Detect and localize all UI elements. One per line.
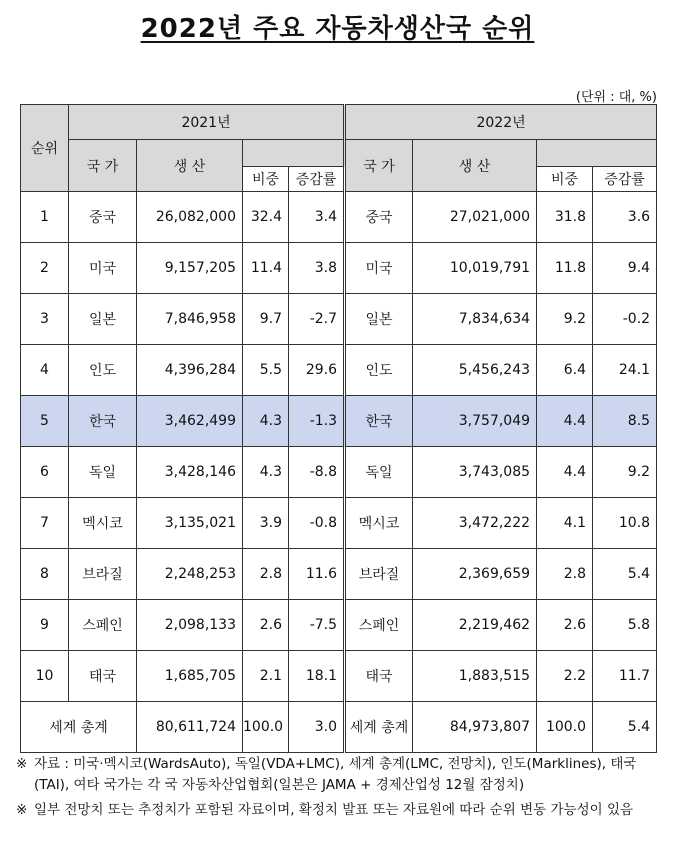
country-2022-cell: 독일 xyxy=(345,447,413,498)
production-2022-cell: 7,834,634 xyxy=(413,294,537,345)
country-2021-cell: 중국 xyxy=(69,192,137,243)
share-2022-cell: 11.8 xyxy=(537,243,593,294)
header-country-2022: 국 가 xyxy=(345,140,413,192)
production-ranking-table xyxy=(20,104,657,753)
rank-cell: 7 xyxy=(21,498,69,549)
table-row xyxy=(21,498,657,549)
growth-2022-cell: 3.6 xyxy=(593,192,657,243)
table-row xyxy=(21,600,657,651)
rank-cell: 10 xyxy=(21,651,69,702)
table-row xyxy=(21,345,657,396)
country-2022-cell: 미국 xyxy=(345,243,413,294)
production-2021-cell: 9,157,205 xyxy=(137,243,243,294)
production-2022-cell: 1,883,515 xyxy=(413,651,537,702)
production-2021-cell: 1,685,705 xyxy=(137,651,243,702)
rank-cell: 5 xyxy=(21,396,69,447)
production-2021-cell: 7,846,958 xyxy=(137,294,243,345)
country-2021-cell: 일본 xyxy=(69,294,137,345)
table-row xyxy=(21,243,657,294)
production-2021-cell: 2,098,133 xyxy=(137,600,243,651)
header-growth-2022: 증감률 xyxy=(593,167,657,192)
rank-cell: 9 xyxy=(21,600,69,651)
share-2022-cell: 4.1 xyxy=(537,498,593,549)
growth-2021-cell: -7.5 xyxy=(289,600,345,651)
note-mark: ※ xyxy=(16,756,28,772)
total-label-2021: 세계 총계 xyxy=(21,702,137,753)
production-2022-cell: 27,021,000 xyxy=(413,192,537,243)
table-row xyxy=(21,549,657,600)
share-2022-cell: 2.2 xyxy=(537,651,593,702)
country-2022-cell: 중국 xyxy=(345,192,413,243)
growth-2022-cell: 5.4 xyxy=(593,549,657,600)
share-2021-cell: 11.4 xyxy=(243,243,289,294)
header-share-2022: 비중 xyxy=(537,167,593,192)
growth-2022-cell: 9.4 xyxy=(593,243,657,294)
country-2021-cell: 멕시코 xyxy=(69,498,137,549)
production-2021-cell: 4,396,284 xyxy=(137,345,243,396)
growth-2022-cell: 10.8 xyxy=(593,498,657,549)
header-blank-2022 xyxy=(537,140,657,167)
share-2022-cell: 2.8 xyxy=(537,549,593,600)
table-row xyxy=(21,447,657,498)
header-2021: 2021년 xyxy=(69,105,345,140)
growth-2022-cell: 8.5 xyxy=(593,396,657,447)
total-share-2021: 100.0 xyxy=(243,702,289,753)
production-2021-cell: 3,428,146 xyxy=(137,447,243,498)
production-2022-cell: 2,219,462 xyxy=(413,600,537,651)
growth-2021-cell: 11.6 xyxy=(289,549,345,600)
country-2021-cell: 인도 xyxy=(69,345,137,396)
share-2022-cell: 6.4 xyxy=(537,345,593,396)
production-2021-cell: 3,135,021 xyxy=(137,498,243,549)
country-2021-cell: 한국 xyxy=(69,396,137,447)
production-2021-cell: 26,082,000 xyxy=(137,192,243,243)
production-2021-cell: 2,248,253 xyxy=(137,549,243,600)
rank-cell: 2 xyxy=(21,243,69,294)
country-2022-cell: 한국 xyxy=(345,396,413,447)
production-2022-cell: 3,743,085 xyxy=(413,447,537,498)
footnote-disclaimer xyxy=(16,800,666,821)
growth-2022-cell: -0.2 xyxy=(593,294,657,345)
country-2022-cell: 스페인 xyxy=(345,600,413,651)
growth-2022-cell: 24.1 xyxy=(593,345,657,396)
growth-2021-cell: -2.7 xyxy=(289,294,345,345)
country-2021-cell: 스페인 xyxy=(69,600,137,651)
header-rank: 순위 xyxy=(21,105,69,192)
country-2022-cell: 인도 xyxy=(345,345,413,396)
rank-cell: 8 xyxy=(21,549,69,600)
production-2021-cell: 3,462,499 xyxy=(137,396,243,447)
growth-2021-cell: 3.8 xyxy=(289,243,345,294)
growth-2021-cell: 29.6 xyxy=(289,345,345,396)
growth-2022-cell: 11.7 xyxy=(593,651,657,702)
growth-2022-cell: 5.8 xyxy=(593,600,657,651)
share-2021-cell: 4.3 xyxy=(243,447,289,498)
table-row xyxy=(21,192,657,243)
growth-2022-cell: 9.2 xyxy=(593,447,657,498)
page-title: 2022년 주요 자동차생산국 순위 xyxy=(140,14,535,44)
share-2021-cell: 32.4 xyxy=(243,192,289,243)
share-2022-cell: 4.4 xyxy=(537,447,593,498)
header-production-2021: 생 산 xyxy=(137,140,243,192)
production-2022-cell: 2,369,659 xyxy=(413,549,537,600)
total-production-2021: 80,611,724 xyxy=(137,702,243,753)
unit-label: (단위 : 대, %) xyxy=(575,90,657,105)
growth-2021-cell: 3.4 xyxy=(289,192,345,243)
share-2021-cell: 9.7 xyxy=(243,294,289,345)
growth-2021-cell: 18.1 xyxy=(289,651,345,702)
country-2021-cell: 미국 xyxy=(69,243,137,294)
header-growth-2021: 증감률 xyxy=(289,167,345,192)
header-country-2021: 국 가 xyxy=(69,140,137,192)
header-blank-2021 xyxy=(243,140,345,167)
country-2022-cell: 멕시코 xyxy=(345,498,413,549)
share-2022-cell: 31.8 xyxy=(537,192,593,243)
header-production-2022: 생 산 xyxy=(413,140,537,192)
note-text: 일부 전망치 또는 추정치가 포함된 자료이며, 확정치 발표 또는 자료원에 따라 순위 변동 가능성이 있음 xyxy=(34,802,634,818)
total-growth-2022: 5.4 xyxy=(593,702,657,753)
header-2022: 2022년 xyxy=(345,105,657,140)
share-2021-cell: 2.1 xyxy=(243,651,289,702)
header-share-2021: 비중 xyxy=(243,167,289,192)
production-2022-cell: 10,019,791 xyxy=(413,243,537,294)
share-2021-cell: 2.6 xyxy=(243,600,289,651)
table-row xyxy=(21,294,657,345)
country-2022-cell: 일본 xyxy=(345,294,413,345)
footnote-source xyxy=(16,754,666,796)
total-growth-2021: 3.0 xyxy=(289,702,345,753)
growth-2021-cell: -8.8 xyxy=(289,447,345,498)
rank-cell: 3 xyxy=(21,294,69,345)
share-2022-cell: 2.6 xyxy=(537,600,593,651)
production-2022-cell: 5,456,243 xyxy=(413,345,537,396)
note-text: 자료 : 미국·멕시코(WardsAuto), 독일(VDA+LMC), 세계 총계(LMC, 전망치), 인도(Marklines), 태국(TAI), 여타 국가는 각 국 자동차산업협회(일본은 JAMA + 경제산업성 12월 잠정치) xyxy=(34,756,637,793)
country-2021-cell: 브라질 xyxy=(69,549,137,600)
country-2021-cell: 독일 xyxy=(69,447,137,498)
share-2021-cell: 3.9 xyxy=(243,498,289,549)
rank-cell: 6 xyxy=(21,447,69,498)
table-row-total xyxy=(21,702,657,753)
country-2022-cell: 브라질 xyxy=(345,549,413,600)
total-share-2022: 100.0 xyxy=(537,702,593,753)
country-2022-cell: 태국 xyxy=(345,651,413,702)
country-2021-cell: 태국 xyxy=(69,651,137,702)
footnotes xyxy=(16,754,666,825)
production-2022-cell: 3,472,222 xyxy=(413,498,537,549)
share-2021-cell: 4.3 xyxy=(243,396,289,447)
growth-2021-cell: -1.3 xyxy=(289,396,345,447)
total-label-2022: 세계 총계 xyxy=(345,702,413,753)
table-row xyxy=(21,651,657,702)
share-2021-cell: 5.5 xyxy=(243,345,289,396)
rank-cell: 1 xyxy=(21,192,69,243)
share-2021-cell: 2.8 xyxy=(243,549,289,600)
rank-cell: 4 xyxy=(21,345,69,396)
share-2022-cell: 4.4 xyxy=(537,396,593,447)
table-row-korea xyxy=(21,396,657,447)
note-mark: ※ xyxy=(16,802,28,818)
growth-2021-cell: -0.8 xyxy=(289,498,345,549)
share-2022-cell: 9.2 xyxy=(537,294,593,345)
production-2022-cell: 3,757,049 xyxy=(413,396,537,447)
total-production-2022: 84,973,807 xyxy=(413,702,537,753)
